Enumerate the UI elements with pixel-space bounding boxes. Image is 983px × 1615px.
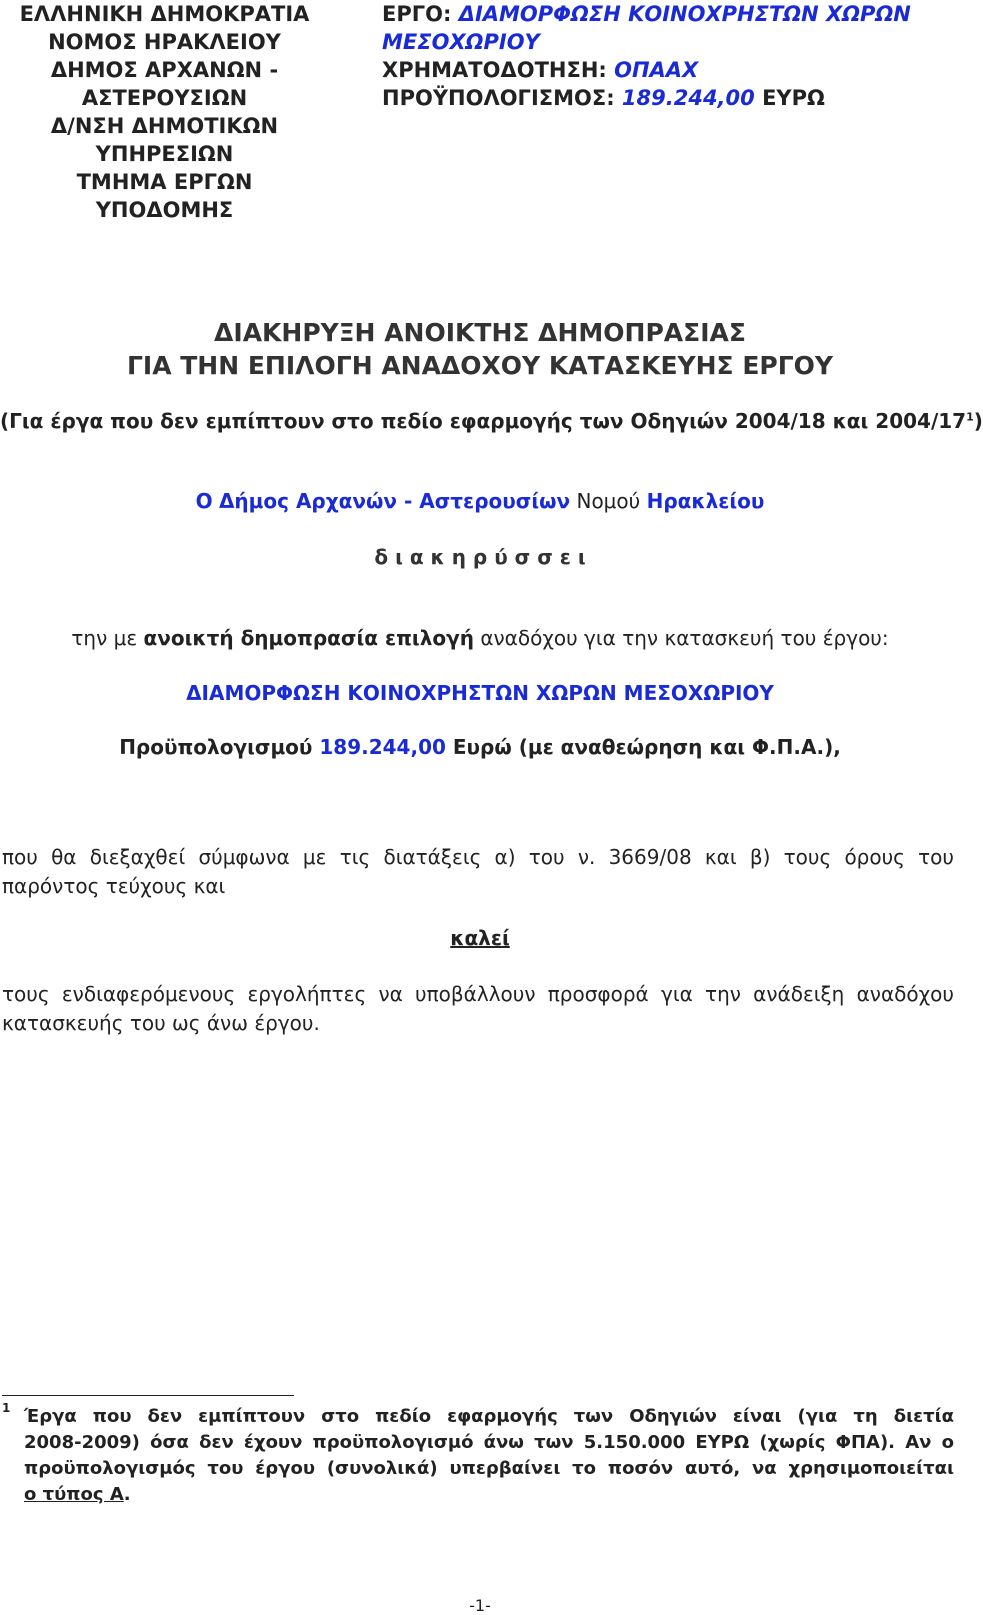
document-title [0,316,960,382]
header-line-municipality: ΔΗΜΟΣ ΑΡΧΑΝΩΝ - [50,58,279,82]
title-line-1: ΔΙΑΚΗΡΥΞΗ ΑΝΟΙΚΤΗΣ ΔΗΜΟΠΡΑΣΙΑΣ [214,318,746,347]
directives-note-text: (Για έργα που δεν εμπίπτουν στο πεδίο εφαρμογής των Οδηγιών 2004/18 και 2004/17 [0,409,967,433]
directives-note [0,409,983,433]
budget-line [0,735,960,759]
footnote-reference[interactable]: 1 [966,410,974,424]
budget-value: 189.244,00 [621,86,755,110]
issuer-line [0,489,960,513]
title-line-2: ΓΙΑ ΤΗΝ ΕΠΙΛΟΓΗ ΑΝΑΔΟΧΟΥ ΚΑΤΑΣΚΕΥΗΣ ΕΡΓΟΥ [126,351,834,380]
funding-row [382,56,942,84]
conditions-paragraph: που θα διεξαχθεί σύμφωνα με τις διατάξεις α) του ν. 3669/08 και β) τους όρους του παρόντος τεύχους και [2,845,954,898]
footnote-separator [2,1395,294,1396]
header-line-department-cont: ΥΠΟΔΟΜΗΣ [95,198,234,222]
header-line-municipality-cont: ΑΣΤΕΡΟΥΣΙΩΝ [81,86,248,110]
footnote-mark: 1 [2,1401,11,1415]
procedure-prefix: την με [71,626,138,650]
procedure-suffix: αναδόχου για την κατασκευή του έργου: [480,626,889,650]
project-name: ΔΙΑΜΟΡΦΩΣΗ ΚΟΙΝΟΧΡΗΣΤΩΝ ΧΩΡΩΝ ΜΕΣΟΧΩΡΙΟΥ [186,681,774,705]
footnote-line-2: 2008-2009) όσα δεν έχουν προϋπολογισμό άνω των 5.150.000 ΕΥΡΩ (χωρίς ΦΠΑ). Αν ο [24,1432,954,1453]
footnote-line-3: προϋπολογισμός του έργου (συνολικά) υπερβαίνει το ποσόν αυτό, να χρησιμοποιείται [24,1458,954,1479]
footnote-line-4 [24,1482,954,1508]
footnote-end: . [123,1484,131,1505]
footnote-line-1: Έργα που δεν εμπίπτουν στο πεδίο εφαρμογής των Οδηγιών είναι (για τη διετία [24,1406,954,1427]
budget-line-label: Προϋπολογισμού [119,735,313,759]
project-row [382,0,942,28]
declares-heading: δ ι α κ η ρ ύ σ σ ε ι [374,545,586,569]
issuing-authority-header [2,0,327,224]
header-line-directorate-cont: ΥΠΗΡΕΣΙΩΝ [95,142,234,166]
project-value: ΔΙΑΜΟΡΦΩΣΗ ΚΟΙΝΟΧΡΗΣΤΩΝ ΧΩΡΩΝ [458,2,911,26]
procedure-type: ανοικτή δημοπρασία επιλογή [143,626,474,650]
budget-line-suffix: Ευρώ (με αναθεώρηση και Φ.Π.Α.), [452,735,841,759]
project-value-cont: ΜΕΣΟΧΩΡΙΟΥ [382,30,540,54]
header-line-prefecture: ΝΟΜΟΣ ΗΡΑΚΛΕΙΟΥ [48,30,281,54]
page-number: -1- [469,1596,491,1615]
header-line-department: ΤΜΗΜΑ ΕΡΓΩΝ [76,170,253,194]
issuer-prefecture: Ηρακλείου [646,489,765,513]
project-label: ΕΡΓΟ: [382,2,452,26]
procedure-line [0,626,960,650]
header-line-directorate: Δ/ΝΣΗ ΔΗΜΟΤΙΚΩΝ [50,114,279,138]
issuer-municipality: Δήμος Αρχανών - Αστερουσίων [218,489,571,513]
footnote [24,1404,954,1508]
budget-row [382,84,942,112]
issuer-prefecture-label: Νομού [576,489,641,513]
directives-note-close: ) [973,409,983,433]
funding-value: ΟΠΑΑΧ [614,58,699,82]
header-line-country: ΕΛΛΗΝΙΚΗ ΔΗΜΟΚΡΑΤΙΑ [19,2,310,26]
footnote-type-a: ο τύπος Α [24,1484,124,1505]
invites-heading: καλεί [450,926,510,950]
budget-currency: ΕΥΡΩ [762,86,825,110]
project-info-header [382,0,942,112]
funding-label: ΧΡΗΜΑΤΟΔΟΤΗΣΗ: [382,58,607,82]
invitation-paragraph: τους ενδιαφερόμενους εργολήπτες να υποβάλλουν προσφορά για την ανάδειξη αναδόχου κατασκευής του ως άνω έργου. [2,982,954,1035]
issuer-article: Ο [195,489,213,513]
budget-line-amount: 189.244,00 [319,735,446,759]
budget-label: ΠΡΟΫΠΟΛΟΓΙΣΜΟΣ: [382,86,615,110]
